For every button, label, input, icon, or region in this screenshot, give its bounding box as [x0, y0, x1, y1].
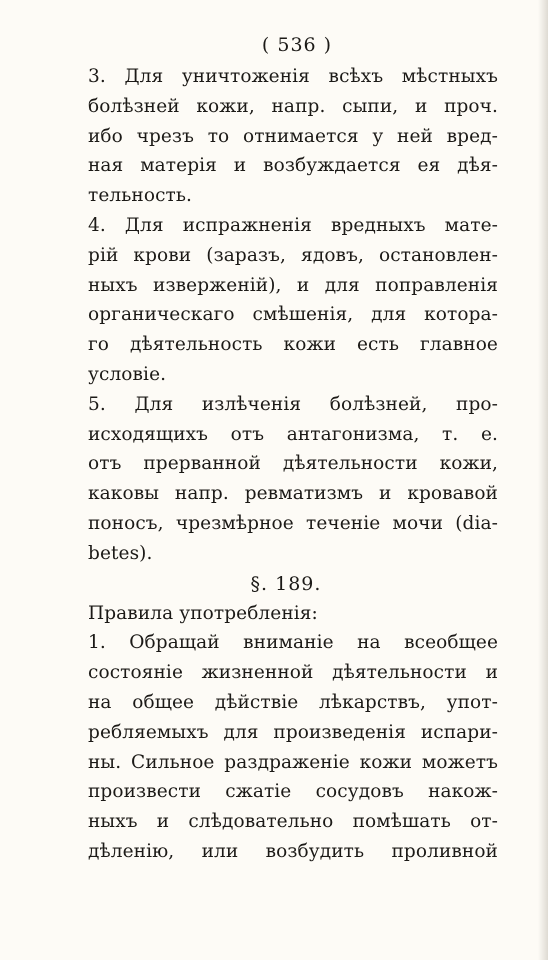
- text-line: 4. Для испражненія вредныхъ мате-: [88, 214, 498, 236]
- text-line: 5. Для излѣченія болѣзней, про-: [88, 393, 498, 415]
- page-number: ( 536 ): [261, 34, 333, 56]
- rules-title: Правила употребленія:: [88, 602, 318, 624]
- text-line: 3. Для уничтоженія всѣхъ мѣстныхъ: [88, 66, 498, 87]
- section-heading: §. 189.: [250, 572, 322, 595]
- text-line: произвести сжатіе сосудовъ накож-: [88, 781, 498, 803]
- text-line: 1. Обращай вниманіе на всеобщее: [88, 632, 498, 654]
- text-line: го дѣятельность кожи есть главное: [88, 334, 498, 356]
- paragraph-item-5: [88, 390, 498, 569]
- text-line: ребляемыхъ для произведенія испари-: [88, 721, 498, 743]
- page-edge-shadow: [538, 0, 548, 960]
- text-line: ибо чрезъ то отнимается у ней вред-: [88, 125, 498, 147]
- text-line: рій крови (заразъ, ядовъ, остановлен-: [88, 244, 498, 266]
- text-line: условіе.: [88, 363, 167, 385]
- text-line: болѣзней кожи, напр. сыпи, и проч.: [88, 95, 498, 117]
- text-line: состояніе жизненной дѣятельности и: [88, 662, 498, 684]
- text-line: отъ прерванной дѣятельности кожи,: [88, 453, 498, 475]
- rules-section: [88, 599, 498, 867]
- text-line: дѣленію, или возбудить проливной: [88, 840, 498, 862]
- paragraph-item-3: [88, 62, 498, 211]
- text-line: betes).: [88, 542, 153, 564]
- text-line: тельность.: [88, 185, 193, 207]
- page-text: [88, 32, 498, 867]
- paragraph-item-4: [88, 211, 498, 390]
- text-line: органическаго смѣшенія, для которa-: [88, 304, 498, 326]
- text-line: ныхъ и слѣдовательно помѣшать от-: [88, 811, 498, 833]
- text-line: поносъ, чрезмѣрное теченіе мочи (dia-: [88, 512, 498, 534]
- text-line: ныхъ изверженій), и для поправленія: [88, 274, 498, 296]
- text-line: каковы напр. ревматизмъ и кровавой: [88, 483, 498, 505]
- text-line: ная матерія и возбуждается ея дѣя-: [88, 155, 498, 177]
- text-line: ны. Сильное раздраженіе кожи можетъ: [88, 751, 498, 773]
- text-line: на общее дѣйствіе лѣкарствъ, упот-: [88, 691, 498, 713]
- text-line: исходящихъ отъ антагонизма, т. е.: [88, 423, 498, 445]
